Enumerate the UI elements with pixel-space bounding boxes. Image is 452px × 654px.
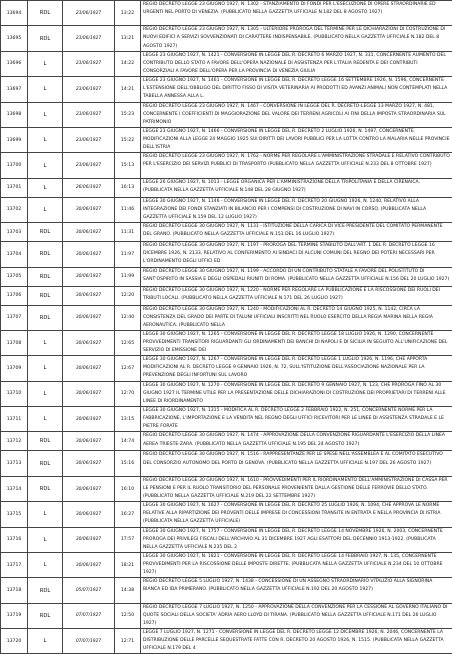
table-row	[1, 1, 452, 26]
record-date: 23/06/1927	[63, 153, 115, 178]
record-description: REGIO DECRETO LEGGE 30 GIUGNO 1927, N. 1220 - NORME PER REGOLARE LA PUBBLICAZIONE E LA RISCOSSIONE DEI RUOLI DEI TRIBUTI LOCALI. (PUBBLICATO NELLA GAZZETTA UFFICIALE N.171 DEL 26 LUGLIO 1927)	[141, 286, 452, 305]
record-page: 13:22	[115, 1, 141, 26]
record-date: 30/06/1927	[63, 451, 115, 476]
record-date: 30/06/1927	[63, 330, 115, 355]
record-type: RDL	[28, 432, 63, 451]
record-page: 18:21	[115, 553, 141, 578]
table-row	[1, 153, 452, 178]
table-row	[1, 502, 452, 527]
record-type: RDL	[28, 1, 63, 26]
record-number: 13703	[1, 223, 28, 242]
record-page: 11:31	[115, 223, 141, 242]
record-number: 13711	[1, 407, 28, 432]
record-description: REGIO DECRETO LEGGE 30 GIUGNO 1927, N. 1474 - APPROVAZIONE DELLA CONVENZIONE RIGUARDANTE L'ESERCIZIO DELLA LINEA AEREA TRIESTE-ZARA. (PUBBLICATO NELLA GAZZETTA UFFICIALE N.195 DEL 24 AGOSTO 1927)	[141, 432, 452, 451]
record-number: 13714	[1, 476, 28, 501]
record-date: 30/06/1927	[63, 553, 115, 578]
record-page: 15:16	[115, 451, 141, 476]
table-row	[1, 527, 452, 552]
record-type: RDL	[28, 603, 63, 628]
record-description: LEGGE 23 GIUGNO 1927, N. 1461 - CONVERSIONE IN LEGGE DEL R. DECRETO LEGGE 16 SETTEMBRE 1926, N. 1596, CONCERNENTE L'ESTENSIONE DELL'OBBLIGO DEL DIRITTO FISSO DI VISITA VETERINARIA AI PRODOTTI ED AVANZI ANIMALI NON CONTEMPLATI NELLA TABELLA ANNESSA ALLA L.	[141, 77, 452, 102]
record-type: L	[28, 330, 63, 355]
record-type: L	[28, 127, 63, 152]
table-row	[1, 356, 452, 381]
record-page: 13:21	[115, 26, 141, 51]
record-type: L	[28, 77, 63, 102]
record-number: 13699	[1, 127, 28, 152]
table-row	[1, 578, 452, 603]
record-number: 13702	[1, 197, 28, 222]
record-date: 07/07/1927	[63, 629, 115, 654]
record-description: REGIO DECRETO LEGGE 30 GIUGNO 1927, N. 1131 - ISTITUZIONE DELLA CARICA DI VICE PRESIDENTE DEL COMITATO PERMANENTE DEL GRANO. (PUBBLICATO NELLA GAZZETTA UFFICIALE N.153 DEL 16 LUGLIO 1927)	[141, 223, 452, 242]
record-number: 13716	[1, 527, 28, 552]
record-number: 13712	[1, 432, 28, 451]
record-page: 12:71	[115, 629, 141, 654]
record-date: 30/06/1927	[63, 267, 115, 286]
record-page: 12:40	[115, 305, 141, 330]
record-date: 30/06/1927	[63, 527, 115, 552]
record-number: 13713	[1, 451, 28, 476]
record-date: 30/06/1927	[63, 197, 115, 222]
record-page: 12:65	[115, 330, 141, 355]
record-date: 30/06/1927	[63, 305, 115, 330]
record-number: 13704	[1, 242, 28, 267]
table-row	[1, 51, 452, 76]
record-description: REGIO DECRETO LEGGE 30 GIUGNO 1927, N. 1197 - PROROGA DEL TERMINE STABILITO DALL'ART. 1 DEL R. DECRETO LEGGE 16 DICEMBRE 1926, N. 2133, RELATIVO AL CONFERIMENTO AI SINDACI DI ALCUNI COMUNI DEL REGNO DEI POTERI NECESSARI PER L'ORDINAMENTO DEGLI UFFICI ED	[141, 242, 452, 267]
record-description: REGIO DECRETO LEGGE 30 GIUGNO 1927, N. 1610 - PROVVEDIMENTI PER IL RIORDINAMENTO DELL'AMMINISTRAZIONE DI CASSA PER LE PENSIONI E PER IL RUOLO TRANSITORIO DEL PERSONALE PROVENIENTE DALLA GESTIONE DELLE FERROVIE DELLO STATO. (PUBBLICATO NELLA GAZZETTA UFFICIALE N.219 DEL 22 SETTEMBRE 1927)	[141, 476, 452, 501]
record-description: LEGGE 30 GIUGNO 1927, N. 1757 - CONVERSIONE IN LEGGE DEL R. DECRETO LEGGE 14 NOVEMBRE 1926, N. 2003, CONCERNENTE PROROGA DEI PRIVILEGI FISCALI DELL'ARCHIVIO AL 31 DICEMBRE 1927 AGLI ESATTORI DEL DECENNIO 1913-1922. (PUBBLICATA NELLA GAZZETTA UFFICIALE N.235 DEL 2	[141, 527, 452, 552]
record-description: LEGGE 26 GIUGNO 1927, N. 1013 - LEGGE ORGANICA PER L'AMMINISTRAZIONE DELLA TRIPOLITANIA E DELLA CIRENAICA. (PUBBLICATA NELLA GAZZETTA UFFICIALE N.148 DEL 28 GIUGNO 1927)	[141, 178, 452, 197]
record-date: 23/06/1927	[63, 102, 115, 127]
record-number: 13709	[1, 356, 28, 381]
table-row	[1, 242, 452, 267]
record-description: REGIO DECRETO LEGGE 30 GIUGNO 1927, N. 1516 - RAPPRESENTANZE PER LE SPESE NELL'ASSEMBLEA E AL COMITATO ESECUTIVO DEL CONSORZIO AUTONOMO DEL PORTO DI GENOVA. (PUBBLICATO NELLA GAZZETTA UFFICIALE N.197 DEL 26 AGOSTO 1927)	[141, 451, 452, 476]
record-number: 13698	[1, 102, 28, 127]
record-date: 30/06/1927	[63, 381, 115, 406]
record-type: RDL	[28, 223, 63, 242]
table-row	[1, 286, 452, 305]
record-date: 23/06/1927	[63, 127, 115, 152]
table-row	[1, 77, 452, 102]
record-description: REGIO DECRETO LEGGE 23 GIUGNO 1927, N. 1762 - NORME PER REGOLARE L'AMMINISTRAZIONE STRADALE E RELATIVO CONTRIBUTO PER L'ESERCIZIO DEI SERVIZI PUBBLICI DI TRASPORTO (PUBBLICATO NELLA GAZZETTA UFFICIALE N.233 DEL 8 OTTOBRE 1927)	[141, 153, 452, 178]
record-date: 05/07/1927	[63, 578, 115, 603]
record-date: 30/06/1927	[63, 502, 115, 527]
record-number: 13719	[1, 603, 28, 628]
table-row	[1, 603, 452, 628]
record-page: 13:15	[115, 407, 141, 432]
record-description: LEGGE 30 GIUGNO 1927, N. 1267 - CONVERSIONE IN LEGGE DEL R. DECRETO LEGGE 1 LUGLIO 1926, N. 1196, CHE APPORTA MODIFICAZIONI AL R. DECRETO LEGGE 9 GENNAIO 1926, N. 72, SULL'ISTITUZIONE DELL'ASSOCIAZIONE NAZIONALE PER LA PREVENZIONE DEGLI INFORTUNI SUL LAVORO	[141, 356, 452, 381]
record-number: 13696	[1, 51, 28, 76]
record-page: 12:70	[115, 381, 141, 406]
record-page: 11:99	[115, 267, 141, 286]
record-type: L	[28, 356, 63, 381]
record-description: REGIO DECRETO LEGGE 30 GIUGNO 1927, N. 1240 - MODIFICAZIONI AL R. DECRETO 14 GIUGNO 1925, N. 1142, CIRCA LA CONSISTENZA DEL GRADO DEI PARTE DI TALUNI UFFICIALI INSCRITTI NEL RUOLO ESERCITO DELLA REGIA MARINA NELLA REGIA AERONAUTICA. (PUBBLICATO NELLA	[141, 305, 452, 330]
record-type: RDL	[28, 578, 63, 603]
record-number: 13718	[1, 578, 28, 603]
record-page: 12:20	[115, 286, 141, 305]
record-date: 30/06/1927	[63, 242, 115, 267]
record-date: 23/06/1927	[63, 26, 115, 51]
record-description: LEGGE 30 GIUGNO 1927, N. 1315 - MODIFICA AL R. DECRETO LEGGE 2 FEBBRAIO 1922, N. 251, CONCERNENTE NORME PER LA FABBRICAZIONE, L'IMPORTAZIONE E LA VENDITA NEL REGNO DEGLI UFFICI RICEVITORI PER LE LINEE DI ASSISTENZA STRADALE E LE PIETRE FORATE	[141, 407, 452, 432]
record-date: 07/07/1927	[63, 603, 115, 628]
record-type: L	[28, 51, 63, 76]
record-description: LEGGE 30 GIUGNO 1927, N. 1821 - CONVERSIONE IN LEGGE DEL R. DECRETO LEGGE 14 FEBBRAIO 1927, N. 135, CONCERNENTE PROVVEDIMENTI PER LA RISCOSSIONE DELLE IMPOSTE DIRETTE. (PUBBLICATA NELLA GAZZETTA UFFICIALE N.234 DEL 10 OTTOBRE 1927)	[141, 553, 452, 578]
record-date: 30/06/1927	[63, 286, 115, 305]
record-type: RDL	[28, 305, 63, 330]
record-number: 13705	[1, 267, 28, 286]
record-type: RDL	[28, 267, 63, 286]
record-type: RDL	[28, 451, 63, 476]
table-row	[1, 267, 452, 286]
record-description: LEGGE 30 GIUGNO 1927, N. 1270 - CONVERSIONE IN LEGGE DEL R. DECRETO 9 GENNAIO 1927, N. 123, CHE PROROGA FINO AL 30 GIUGNO 1927 IL TERMINE UTILE PER LA PRESENTAZIONE DELLE DICHIARAZIONI DI COSTRUZIONE DEI PROPRIETARI DI TERRENI ALLE LINEE DI RIORDINAMENTO	[141, 381, 452, 406]
record-type: L	[28, 153, 63, 178]
record-type: RDL	[28, 242, 63, 267]
record-number: 13706	[1, 286, 28, 305]
record-page: 14:22	[115, 51, 141, 76]
record-description: REGIO DECRETO LEGGE 30 GIUGNO 1927, N. 1199 - ACCORDO DI UN CONTRIBUTO STATALE A FAVORE DEL POLISTITUTO DI SANT'OSPIRITO IN SASSIA E DEGLI OSPEDALI RIUNITI DI ROMA. (PUBBLICATO NELLA GAZZETTA UFFICIALE N.156 DEL 20 LUGLIO 1927)	[141, 267, 452, 286]
record-description: REGIO DECRETO LEGGE 23 GIUGNO 1927, N. 1467 - CONVERSIONE IN LEGGE DEL R. DECRETO-LEGGE 13 MARZO 1927, N. 481, CONCERNENTE I COEFFICIENTI DI MAGGIORAZIONE DEL VALORE DEI TERRENI AGRICOLI AI FINI DELLA IMPOSTA STRAORDINARIA SUL PATRIMONIO	[141, 102, 452, 127]
record-page: 16:27	[115, 502, 141, 527]
record-description: REGIO DECRETO LEGGE 23 GIUGNO 1927, N. 1302 - STANZIAMENTO DI FONDI PER L'ESECUZIONE DI OPERE STRAORDINARIE ED URGENTI NEL PORTO DI VENEZIA. (PUBBLICATO NELLA GAZZETTA UFFICIALE N.182 DEL 8 AGOSTO 1927)	[141, 1, 452, 26]
record-description: REGIO DECRETO LEGGE 23 GIUGNO 1927, N. 1305 - ULTERIORE PROROGA DEL TERMINE PER LE DICHIARAZIONI DI COSTRUZIONE DI NUOVI EDIFICI A SERVIZI SOVVENZIONATI DI CARATTERE INDISPENSABILE. (PUBBLICATO NELLA GAZZETTA UFFICIALE N.182 DEL 8 AGOSTO 1927)	[141, 26, 452, 51]
table-row	[1, 178, 452, 197]
record-date: 23/06/1927	[63, 51, 115, 76]
record-type: L	[28, 629, 63, 654]
record-type: L	[28, 102, 63, 127]
record-number: 13717	[1, 553, 28, 578]
record-page: 15:23	[115, 102, 141, 127]
table-row	[1, 451, 452, 476]
record-number: 13694	[1, 1, 28, 26]
record-description: LEGGE 30 GIUGNO 1927, N. 1627 - CONVERSIONE IN LEGGE DEL R. DECRETO 25 LUGLIO 1926, N. 1094, CHE APPROVA LE NORME RELATIVE ALLA RIPARTIZIONE DEI PROVENTI DELLE IMPRESE DI CONCESSIONI TRANSITE IN ENTRATA E NELLA PROVINCIA DI ISTRIA (PUBBLICATA NELLA GAZZETTA UFFICIALE)	[141, 502, 452, 527]
record-description: LEGGE 30 GIUGNO 1927, N. 1146 - CONVERSIONE IN LEGGE DEL R. DECRETO 20 GIUGNO 1926, N. 1240, RELATIVO ALLA INTEGRAZIONE DEI FONDI STANZIATI IN BILANCIO PER I COMPENSI DI COSTRUZIONE DI NAVI IN CORSO. (PUBBLICATA NELLA GAZZETTA UFFICIALE N.159 DEL 12 LUGLIO 1927)	[141, 197, 452, 222]
record-number: 13720	[1, 629, 28, 654]
record-date: 30/06/1927	[63, 223, 115, 242]
record-page: 15:22	[115, 127, 141, 152]
table-row	[1, 223, 452, 242]
table-row	[1, 197, 452, 222]
record-type: L	[28, 197, 63, 222]
record-description: REGIO DECRETO LEGGE 7 LUGLIO 1927, N. 1250 - APPROVAZIONE DELLA CONVENZIONE PER LA CESSIONE AL GOVERNO ITALIANO DI QUOTE SOCIALI DELLA SOCIETA' ADRIA AERO LLOYD DI TIRANA. (PUBBLICATO NELLA GAZZETTA UFFICIALE N.171 DEL 26 LUGLIO 1927)	[141, 603, 452, 628]
table-row	[1, 26, 452, 51]
table-row	[1, 432, 452, 451]
record-description: LEGGE 7 LUGLIO 1927, N. 1271 - CONVERSIONE IN LEGGE DEL R. DECRETO LEGGE 12 DICEMBRE 1926, N. 2046, CONCERNENTE LA DISTRIBUZIONE DELLE PARCELLE SEQUESTRATE FATTE CON R. DECRETO 20 AGOSTO 1926, N. 1515. (PUBBLICATA NELLA GAZZETTA UFFICIALE N.179 DEL 4	[141, 629, 452, 654]
record-number: 13697	[1, 77, 28, 102]
record-type: RDL	[28, 286, 63, 305]
record-description: REGIO DECRETO LEGGE 5 LUGLIO 1927, N. 1438 - CONCESSIONE DI UN ASSEGNO STRAORDINARIO VITALIZIO ALLA SIGNORINA BIANCA ED IDA PRIMERANO. (PUBBLICATO NELLA GAZZETTA UFFICIALE N.192 DEL 20 AGOSTO 1927)	[141, 578, 452, 603]
record-page: 12:67	[115, 356, 141, 381]
record-number: 13695	[1, 26, 28, 51]
records-body	[1, 1, 452, 654]
record-type: L	[28, 178, 63, 197]
record-type: RDL	[28, 26, 63, 51]
table-row	[1, 102, 452, 127]
record-number: 13701	[1, 178, 28, 197]
record-number: 13715	[1, 502, 28, 527]
record-date: 26/06/1927	[63, 178, 115, 197]
record-description: LEGGE 30 GIUGNO 1927, N. 1265 - CONVERSIONE IN LEGGE DEL R. DECRETO LEGGE 18 LUGLIO 1926, N. 1290, CONCERNENTE PROVVEDIMENTI TRANSITORI RIGUARDANTI GLI ORDINAMENTI DEI BANCHI DI NAPOLI E DI SICILIA IN SEGUITO ALL'UNIFICAZIONE DEL SERVIZIO DI EMISSIONE DEI	[141, 330, 452, 355]
record-date: 30/06/1927	[63, 356, 115, 381]
record-number: 13710	[1, 381, 28, 406]
record-description: LEGGE 23 GIUGNO 1927, N. 1421 - CONVERSIONE IN LEGGE DEL R. DECRETO 6 MARZO 1927, N. 331, CONCERNENTE AUMENTO DEL CONTRIBUTO DELLO STATO A FAVORE DELL'OPERA NAZIONALE DI ASSISTENZA PER L'ITALIA REDENTA E DEI CONTRIBUTI CONSORZIALI A FAVORE DELL'OPERA PER LA PROVINCIA DI VENEZIA GIULIA	[141, 51, 452, 76]
record-number: 13707	[1, 305, 28, 330]
table-row	[1, 305, 452, 330]
record-type: L	[28, 407, 63, 432]
record-page: 17:57	[115, 527, 141, 552]
record-type: L	[28, 527, 63, 552]
table-row	[1, 553, 452, 578]
record-page: 11:46	[115, 197, 141, 222]
table-row	[1, 476, 452, 501]
record-date: 30/06/1927	[63, 407, 115, 432]
record-type: RDL	[28, 476, 63, 501]
record-number: 13700	[1, 153, 28, 178]
table-row	[1, 407, 452, 432]
record-page: 16:10	[115, 476, 141, 501]
record-type: L	[28, 553, 63, 578]
table-row	[1, 330, 452, 355]
record-date: 30/06/1927	[63, 432, 115, 451]
table-row	[1, 629, 452, 654]
record-page: 11:97	[115, 242, 141, 267]
record-date: 23/06/1927	[63, 1, 115, 26]
table-row	[1, 127, 452, 152]
record-page: 14:21	[115, 77, 141, 102]
record-date: 23/06/1927	[63, 77, 115, 102]
record-page: 16:13	[115, 178, 141, 197]
table-row	[1, 381, 452, 406]
record-type: L	[28, 381, 63, 406]
record-page: 14:38	[115, 578, 141, 603]
record-number: 13708	[1, 330, 28, 355]
record-description: LEGGE 23 GIUGNO 1927, N. 1466 - CONVERSIONE IN LEGGE DEL R. DECRETO 2 LUGLIO 1926, N. 1497, CONCERNENTE MODIFICAZIONI ALLA LEGGE 24 MAGGIO 1925 SUI DIRITTI DEI LAVORI PUBBLICI PER LA LOTTA CONTRO LA MALARIA NELLE PROVINCIE DELL'ISTRIA	[141, 127, 452, 152]
record-date: 30/06/1927	[63, 476, 115, 501]
record-page: 15:13	[115, 153, 141, 178]
record-page: 14:74	[115, 432, 141, 451]
record-type: L	[28, 502, 63, 527]
record-page: 12:50	[115, 603, 141, 628]
